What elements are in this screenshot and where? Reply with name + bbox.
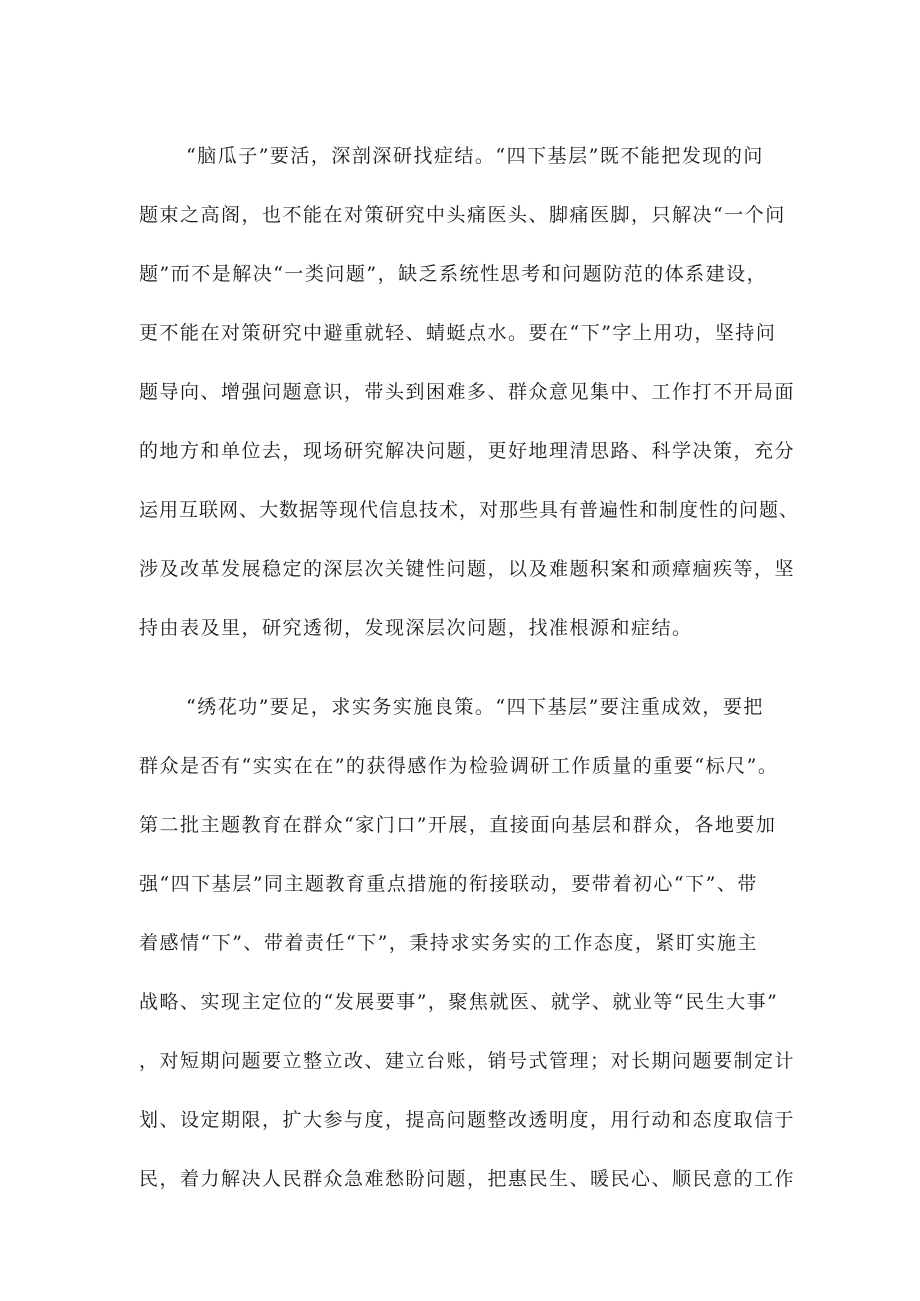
paragraph-line: 更不能在对策研究中避重就轻、蜻蜓点水。要在“下”字上用功，坚持问 [139,322,777,344]
paragraph-line: 题”而不是解决“一类问题”，缺乏系统性思考和问题防范的体系建设， [139,263,768,285]
paragraph-line: 划、设定期限，扩大参与度，提高问题整改透明度，用行动和态度取信于 [139,1109,796,1131]
paragraph-line: 强“四下基层”同主题教育重点措施的衔接联动，要带着初心“下”、带 [139,873,758,895]
paragraph-line: 涉及改革发展稳定的深层次关键性问题，以及难题积案和顽瘴痼疾等，坚 [139,558,796,580]
paragraph-line: 的地方和单位去，现场研究解决问题，更好地理清思路、科学决策，充分 [139,440,796,462]
paragraph-line: ，对短期问题要立整立改、建立台账，销号式管理；对长期问题要制定计 [139,1050,796,1072]
paragraph-line: 着感情“下”、带着责任“下”，秉持求实务实的工作态度，紧盯实施主 [139,932,758,954]
paragraph-line: “脑瓜子”要活，深剖深研找症结。“四下基层”既不能把发现的问 [186,145,764,167]
paragraph-line: 题导向、增强问题意识，带头到困难多、群众意见集中、工作打不开局面 [139,381,796,403]
paragraph-line: 持由表及里，研究透彻，发现深层次问题，找准根源和症结。 [139,617,693,639]
paragraph-line: 群众是否有“实实在在”的获得感作为检验调研工作质量的重要“标尺”。 [139,755,779,777]
paragraph-line: 运用互联网、大数据等现代信息技术，对那些具有普遍性和制度性的问题、 [139,499,800,521]
paragraph-line: 战略、实现主定位的“发展要事”，聚焦就医、就学、就业等“民生大事” [139,991,779,1013]
paragraph-line: 民，着力解决人民群众急难愁盼问题，把惠民生、暖民心、顺民意的工作 [139,1168,796,1190]
paragraph-line: 第二批主题教育在群众“家门口”开展，直接面向基层和群众，各地要加 [139,814,777,836]
paragraph-line: “绣花功”要足，求实务实施良策。“四下基层”要注重成效，要把 [186,696,764,718]
paragraph-line: 题束之高阁，也不能在对策研究中头痛医头、脚痛医脚，只解决“一个问 [139,204,786,226]
